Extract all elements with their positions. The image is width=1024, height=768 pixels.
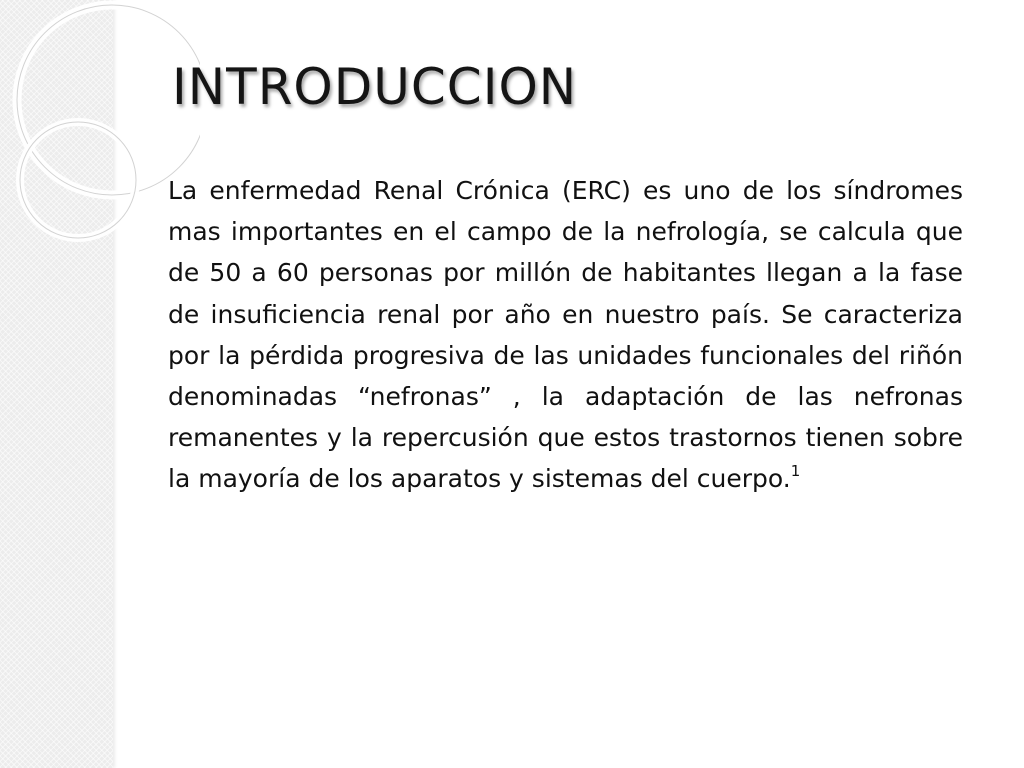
body-paragraph (168, 170, 963, 504)
footnote-marker: 1 (790, 462, 801, 481)
slide-title: INTRODUCCION (172, 58, 578, 116)
paragraph-text: La enfermedad Renal Crónica (ERC) es uno de los síndromes mas importantes en el campo de la nefrología, se calcula que de 50 a 60 personas por millón de habitantes llegan a la fase de insuficiencia renal por año en nuestro país. Se caracteriza por la pérdida progresiva de las unidades funcionales del riñón denominadas “nefronas” , la adaptación de las nefronas remanentes y la repercusión que estos trastornos tienen sobre la mayoría de los aparatos y sistemas del cuerpo. (168, 176, 963, 494)
small-ring (20, 122, 136, 238)
